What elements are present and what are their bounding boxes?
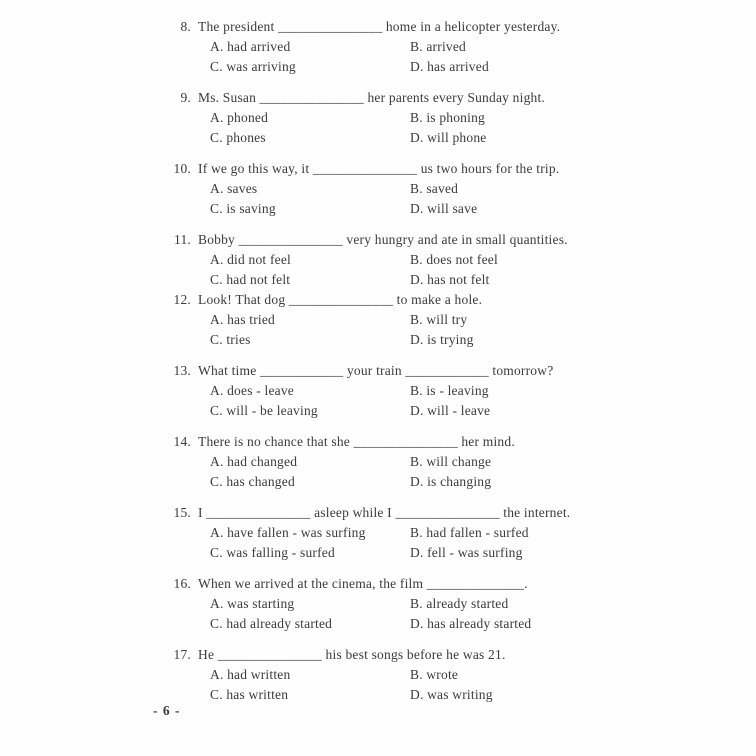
option-b: B. will change bbox=[410, 454, 492, 469]
option-c: C. will - be leaving bbox=[210, 403, 318, 418]
option-d: D. fell - was surfing bbox=[410, 545, 523, 560]
option-row bbox=[210, 665, 756, 685]
question-text: If we go this way, it _______________ us two hours for the trip. bbox=[198, 161, 560, 176]
option-row bbox=[210, 108, 756, 128]
option-d: D. has not felt bbox=[410, 272, 490, 287]
option-row bbox=[210, 594, 756, 614]
option-b: B. saved bbox=[410, 181, 459, 196]
option-row bbox=[210, 57, 756, 77]
option-d: D. is changing bbox=[410, 474, 492, 489]
option-b: B. does not feel bbox=[410, 252, 498, 267]
question-item-16 bbox=[165, 574, 756, 634]
question-number: 9. bbox=[180, 90, 191, 105]
option-row bbox=[210, 523, 756, 543]
option-row bbox=[210, 330, 756, 350]
question-item-15 bbox=[165, 503, 756, 563]
question-item-14 bbox=[165, 432, 756, 492]
question-item-10 bbox=[165, 159, 756, 219]
option-row bbox=[210, 37, 756, 57]
option-c: C. phones bbox=[210, 130, 266, 145]
option-row bbox=[210, 310, 756, 330]
question-text: Bobby _______________ very hungry and ate in small quantities. bbox=[198, 232, 568, 247]
question-line bbox=[165, 432, 756, 452]
question-item-11 bbox=[165, 230, 756, 290]
question-number: 16. bbox=[173, 576, 191, 591]
option-a: A. had arrived bbox=[210, 39, 291, 54]
option-a: A. have fallen - was surfing bbox=[210, 525, 366, 540]
option-d: D. will phone bbox=[410, 130, 487, 145]
option-row bbox=[210, 543, 756, 563]
option-d: D. will - leave bbox=[410, 403, 491, 418]
question-line bbox=[165, 645, 756, 665]
question-text: What time ____________ your train ____________ tomorrow? bbox=[198, 363, 554, 378]
option-d: D. has arrived bbox=[410, 59, 489, 74]
option-row bbox=[210, 381, 756, 401]
option-b: B. arrived bbox=[410, 39, 466, 54]
question-line bbox=[165, 361, 756, 381]
option-row bbox=[210, 452, 756, 472]
option-c: C. is saving bbox=[210, 201, 276, 216]
option-d: D. has already started bbox=[410, 616, 532, 631]
question-text: The president _______________ home in a helicopter yesterday. bbox=[198, 19, 561, 34]
option-d: D. was writing bbox=[410, 687, 493, 702]
option-a: A. was starting bbox=[210, 596, 295, 611]
option-b: B. already started bbox=[410, 596, 509, 611]
question-line bbox=[165, 159, 756, 179]
question-text: Ms. Susan _______________ her parents every Sunday night. bbox=[198, 90, 545, 105]
question-text: He _______________ his best songs before he was 21. bbox=[198, 647, 506, 662]
option-b: B. had fallen - surfed bbox=[410, 525, 529, 540]
question-number: 15. bbox=[173, 505, 191, 520]
option-row bbox=[210, 250, 756, 270]
question-line bbox=[165, 503, 756, 523]
option-d: D. will save bbox=[410, 201, 478, 216]
option-c: C. had not felt bbox=[210, 272, 291, 287]
question-text: Look! That dog _______________ to make a hole. bbox=[198, 292, 483, 307]
option-c: C. has changed bbox=[210, 474, 295, 489]
option-row bbox=[210, 128, 756, 148]
option-b: B. is phoning bbox=[410, 110, 485, 125]
option-row bbox=[210, 199, 756, 219]
option-c: C. had already started bbox=[210, 616, 333, 631]
option-row bbox=[210, 685, 756, 705]
question-number: 13. bbox=[173, 363, 191, 378]
question-item-17 bbox=[165, 645, 756, 705]
option-c: C. was arriving bbox=[210, 59, 296, 74]
question-number: 14. bbox=[173, 434, 191, 449]
option-a: A. had written bbox=[210, 667, 291, 682]
option-a: A. phoned bbox=[210, 110, 269, 125]
option-d: D. is trying bbox=[410, 332, 474, 347]
question-line bbox=[165, 290, 756, 310]
option-a: A. has tried bbox=[210, 312, 276, 327]
option-c: C. was falling - surfed bbox=[210, 545, 335, 560]
question-line bbox=[165, 230, 756, 250]
option-c: C. has written bbox=[210, 687, 289, 702]
question-line bbox=[165, 88, 756, 108]
question-line bbox=[165, 574, 756, 594]
question-text: When we arrived at the cinema, the film ______________. bbox=[198, 576, 528, 591]
question-item-9 bbox=[165, 88, 756, 148]
option-b: B. is - leaving bbox=[410, 383, 489, 398]
option-a: A. did not feel bbox=[210, 252, 291, 267]
option-a: A. saves bbox=[210, 181, 258, 196]
option-row bbox=[210, 270, 756, 290]
question-item-8 bbox=[165, 17, 756, 77]
question-item-13 bbox=[165, 361, 756, 421]
question-number: 12. bbox=[173, 292, 191, 307]
question-number: 11. bbox=[174, 232, 191, 247]
option-row bbox=[210, 179, 756, 199]
option-b: B. wrote bbox=[410, 667, 459, 682]
question-line bbox=[165, 17, 756, 37]
question-text: There is no chance that she _______________ her mind. bbox=[198, 434, 515, 449]
question-number: 10. bbox=[173, 161, 191, 176]
option-a: A. had changed bbox=[210, 454, 298, 469]
option-a: A. does - leave bbox=[210, 383, 294, 398]
option-row bbox=[210, 472, 756, 492]
question-text: I _______________ asleep while I _______________ the internet. bbox=[198, 505, 571, 520]
option-b: B. will try bbox=[410, 312, 468, 327]
page-number: - 6 - bbox=[153, 703, 181, 718]
question-number: 17. bbox=[173, 647, 191, 662]
option-row bbox=[210, 614, 756, 634]
option-c: C. tries bbox=[210, 332, 251, 347]
question-number: 8. bbox=[180, 19, 191, 34]
option-row bbox=[210, 401, 756, 421]
question-item-12 bbox=[165, 290, 756, 350]
